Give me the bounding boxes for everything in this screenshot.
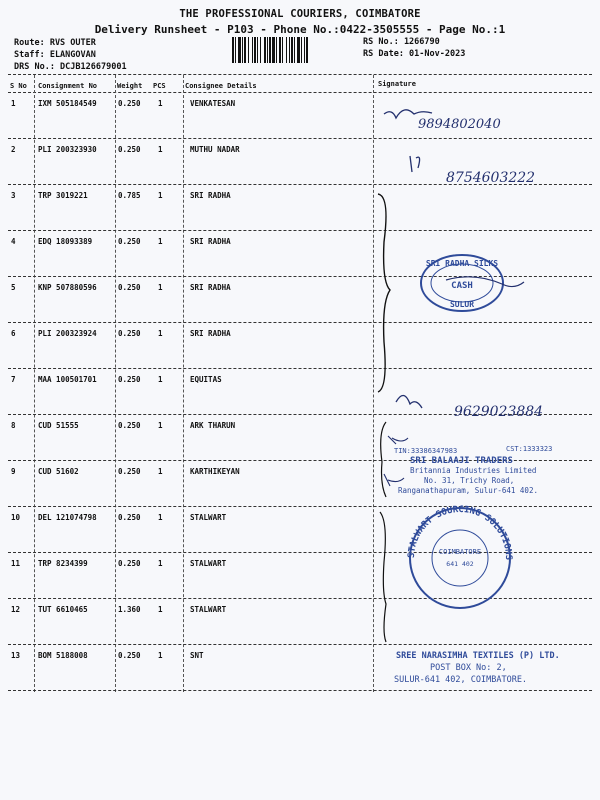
row-cn: PLI 200323930 <box>38 145 97 154</box>
col-header-pcs: PCS <box>153 82 166 90</box>
row-sno: 13 <box>11 651 21 660</box>
row-cn: TUT 6610465 <box>38 605 88 614</box>
row-sno: 4 <box>11 237 16 246</box>
row-sno: 2 <box>11 145 16 154</box>
row-wt: 0.250 <box>118 513 141 522</box>
row-sno: 3 <box>11 191 16 200</box>
row-consignee: MUTHU NADAR <box>190 145 240 154</box>
row-pcs: 1 <box>158 283 163 292</box>
col-header-sno: S No <box>10 82 27 90</box>
row-pcs: 1 <box>158 421 163 430</box>
row-cn: DEL 121074798 <box>38 513 97 522</box>
row-pcs: 1 <box>158 605 163 614</box>
row-pcs: 1 <box>158 651 163 660</box>
row-wt: 0.250 <box>118 329 141 338</box>
stamp-text: COIMBATORE <box>438 548 482 556</box>
stamp-text: CASH <box>451 281 473 291</box>
signature-scribble <box>388 436 408 444</box>
row-cn: KNP 507880596 <box>38 283 97 292</box>
row-cn: EDQ 18093389 <box>38 237 93 246</box>
stamp-text: SULUR <box>449 300 475 309</box>
col-header-consignee: Consignee Details <box>185 82 257 90</box>
row-sno: 6 <box>11 329 16 338</box>
row-wt: 0.250 <box>118 651 141 660</box>
row-sno: 1 <box>11 99 16 108</box>
signature-scribble <box>384 474 404 486</box>
row-wt: 0.250 <box>118 375 141 384</box>
staff-label: Staff: ELANGOVAN <box>14 50 96 60</box>
rs-number: RS No.: 1266790 <box>363 37 440 47</box>
col-divider <box>34 75 35 692</box>
row-pcs: 1 <box>158 237 163 246</box>
row-pcs: 1 <box>158 559 163 568</box>
col-header-consignment: Consignment No <box>38 82 98 90</box>
stamp-text: STALWART SOURCING SOLUTIONS <box>406 504 514 561</box>
row-sno: 11 <box>11 559 21 568</box>
balaji-traders-stamp <box>394 445 552 495</box>
col-header-signature: Signature <box>378 80 416 88</box>
stamp-text: TIN:33386347983 <box>394 447 458 455</box>
row-consignee: SNT <box>190 651 204 660</box>
col-divider <box>115 75 116 692</box>
row-consignee: SRI RADHA <box>190 283 231 292</box>
row-sno: 10 <box>11 513 21 522</box>
row-sno: 12 <box>11 605 21 614</box>
stamp-text: No. 31, Trichy Road, <box>424 476 515 485</box>
company-title: THE PROFESSIONAL COURIERS, COIMBATORE <box>179 8 421 20</box>
row-consignee: ARK THARUN <box>190 421 236 430</box>
sri-radha-stamp <box>421 255 503 311</box>
row-wt: 0.785 <box>118 191 141 200</box>
row-pcs: 1 <box>158 191 163 200</box>
bracket-mark <box>380 512 386 642</box>
row-cn: IXM 505184549 <box>38 99 97 108</box>
row-pcs: 1 <box>158 513 163 522</box>
col-divider <box>183 75 184 692</box>
row-wt: 0.250 <box>118 559 141 568</box>
row-pcs: 1 <box>158 99 163 108</box>
row-pcs: 1 <box>158 467 163 476</box>
row-pcs: 1 <box>158 145 163 154</box>
row-consignee: KARTHIKEYAN <box>190 467 240 476</box>
row-wt: 0.250 <box>118 467 141 476</box>
signature-scribble <box>396 395 422 408</box>
stamp-text: Britannia Industries Limited <box>410 466 537 475</box>
row-wt: 0.250 <box>118 145 141 154</box>
row-cn: PLI 200323924 <box>38 329 97 338</box>
row-cn: TRP 3019221 <box>38 191 88 200</box>
row-cn: CUD 51555 <box>38 421 79 430</box>
snt-stamp <box>394 651 560 685</box>
row-sno: 9 <box>11 467 16 476</box>
row-pcs: 1 <box>158 329 163 338</box>
stamp-text: CST:1333323 <box>506 445 553 453</box>
phone-handwritten: 8754603222 <box>446 170 536 186</box>
row-consignee: SRI RADHA <box>190 329 231 338</box>
bracket-mark <box>381 422 386 497</box>
barcode <box>232 37 360 63</box>
runsheet-subtitle: Delivery Runsheet - P103 - Phone No.:0422-3505555 - Page No.:1 <box>94 23 506 36</box>
row-consignee: SRI RADHA <box>190 191 231 200</box>
row-sno: 8 <box>11 421 16 430</box>
row-sno: 7 <box>11 375 16 384</box>
row-wt: 0.250 <box>118 237 141 246</box>
row-pcs: 1 <box>158 375 163 384</box>
row-consignee: SRI RADHA <box>190 237 231 246</box>
stamp-text: 641 402 <box>446 560 474 568</box>
phone-handwritten: 9629023884 <box>454 404 544 420</box>
row-wt: 1.360 <box>118 605 141 614</box>
table-top-rule <box>8 74 592 75</box>
stamp-text: SULUR-641 402, COIMBATORE. <box>394 675 528 685</box>
row-sno: 5 <box>11 283 16 292</box>
stamp-text: SRI BALAAJI TRADERS <box>410 456 513 466</box>
row-cn: CUD 51602 <box>38 467 79 476</box>
row-consignee: VENKATESAN <box>190 99 236 108</box>
row-cn: MAA 100501701 <box>38 375 97 384</box>
row-cn: BOM 5188008 <box>38 651 88 660</box>
signature-scribble <box>410 156 420 172</box>
col-header-weight: Weight <box>117 82 143 90</box>
row-consignee: STALWART <box>190 605 227 614</box>
stalwart-stamp <box>407 505 513 608</box>
row-wt: 0.250 <box>118 99 141 108</box>
route-label: Route: RVS OUTER <box>14 38 96 48</box>
bracket-mark <box>378 194 390 392</box>
stamp-text: SREE NARASIMHA TEXTILES (P) LTD. <box>396 651 560 661</box>
stamp-text: SRI RADHA SILKS <box>425 259 499 268</box>
phone-handwritten: 9894802040 <box>418 117 501 132</box>
row-consignee: EQUITAS <box>190 375 222 384</box>
signature-area <box>374 92 594 697</box>
row-wt: 0.250 <box>118 421 141 430</box>
row-consignee: STALWART <box>190 513 227 522</box>
row-cn: TRP 8234399 <box>38 559 88 568</box>
stamp-text: POST BOX No: 2, <box>430 663 507 673</box>
rs-date: RS Date: 01-Nov-2023 <box>363 49 466 59</box>
row-wt: 0.250 <box>118 283 141 292</box>
stamp-text: Ranganathapuram, Sulur-641 402. <box>398 486 538 495</box>
drs-number: DRS No.: DCJB126679001 <box>14 62 127 72</box>
row-consignee: STALWART <box>190 559 227 568</box>
